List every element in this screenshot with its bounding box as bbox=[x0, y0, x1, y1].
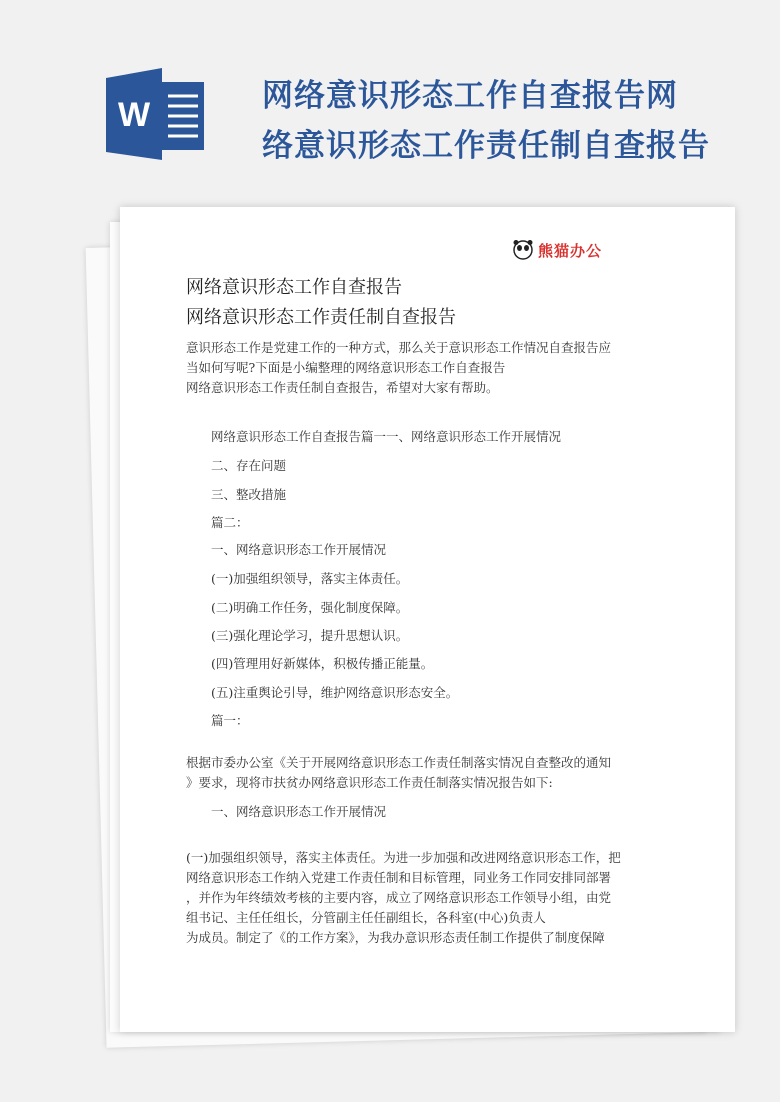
doc-line: 》要求，现将市扶贫办网络意识形态工作责任制落实情况报告如下: bbox=[186, 775, 553, 790]
doc-line: 为成员。制定了《的工作方案》，为我办意识形态责任制工作提供了制度保障 bbox=[186, 930, 605, 945]
doc-line: 篇二： bbox=[211, 515, 249, 530]
document-page bbox=[120, 207, 735, 1032]
logo-text: 熊猫办公 bbox=[538, 241, 603, 260]
doc-line: 一、网络意识形态工作开展情况 bbox=[211, 542, 387, 557]
doc-line: 一、网络意识形态工作开展情况 bbox=[211, 804, 387, 819]
doc-line: (一)加强组织领导，落实主体责任。 bbox=[211, 571, 409, 586]
title-line-1: 网络意识形态工作自查报告网 bbox=[262, 78, 678, 114]
title-line-2: 络意识形态工作责任制自查报告 bbox=[262, 128, 710, 164]
svg-text:W: W bbox=[117, 96, 151, 134]
panda-icon bbox=[512, 239, 534, 261]
doc-line: 根据市委办公室《关于开展网络意识形态工作责任制落实情况自查整改的通知 bbox=[186, 755, 612, 770]
doc-line: 意识形态工作是党建工作的一种方式，那么关于意识形态工作情况自查报告应 bbox=[186, 340, 612, 355]
doc-line: ，并作为年终绩效考核的主要内容，成立了网络意识形态工作领导小组，由党 bbox=[186, 890, 612, 905]
doc-line: (一)加强组织领导，落实主体责任。为进一步加强和改进网络意识形态工作，把 bbox=[186, 850, 621, 865]
brand-logo bbox=[512, 239, 602, 261]
doc-line: 二、存在问题 bbox=[211, 458, 287, 473]
word-icon bbox=[106, 68, 206, 160]
doc-heading-1: 网络意识形态工作自查报告 bbox=[186, 277, 402, 298]
doc-line: 当如何写呢?下面是小编整理的网络意识形态工作自查报告 bbox=[186, 360, 506, 375]
doc-line: 篇一： bbox=[211, 713, 249, 728]
doc-line: 网络意识形态工作责任制自查报告，希望对大家有帮助。 bbox=[186, 380, 499, 395]
doc-line: (四)管理用好新媒体，积极传播正能量。 bbox=[211, 656, 434, 671]
doc-line: (三)强化理论学习，提升思想认识。 bbox=[211, 628, 409, 643]
doc-line: (五)注重舆论引导，维护网络意识形态安全。 bbox=[211, 685, 459, 700]
doc-line: (二)明确工作任务，强化制度保障。 bbox=[211, 600, 409, 615]
doc-line: 组书记、主任任组长，分管副主任任副组长，各科室(中心)负责人 bbox=[186, 910, 546, 925]
doc-line: 网络意识形态工作纳入党建工作责任制和目标管理，同业务工作同安排同部署 bbox=[186, 870, 612, 885]
doc-line: 三、整改措施 bbox=[211, 487, 287, 502]
doc-line: 网络意识形态工作自查报告篇一一、网络意识形态工作开展情况 bbox=[211, 429, 562, 444]
doc-heading-2: 网络意识形态工作责任制自查报告 bbox=[186, 307, 456, 328]
